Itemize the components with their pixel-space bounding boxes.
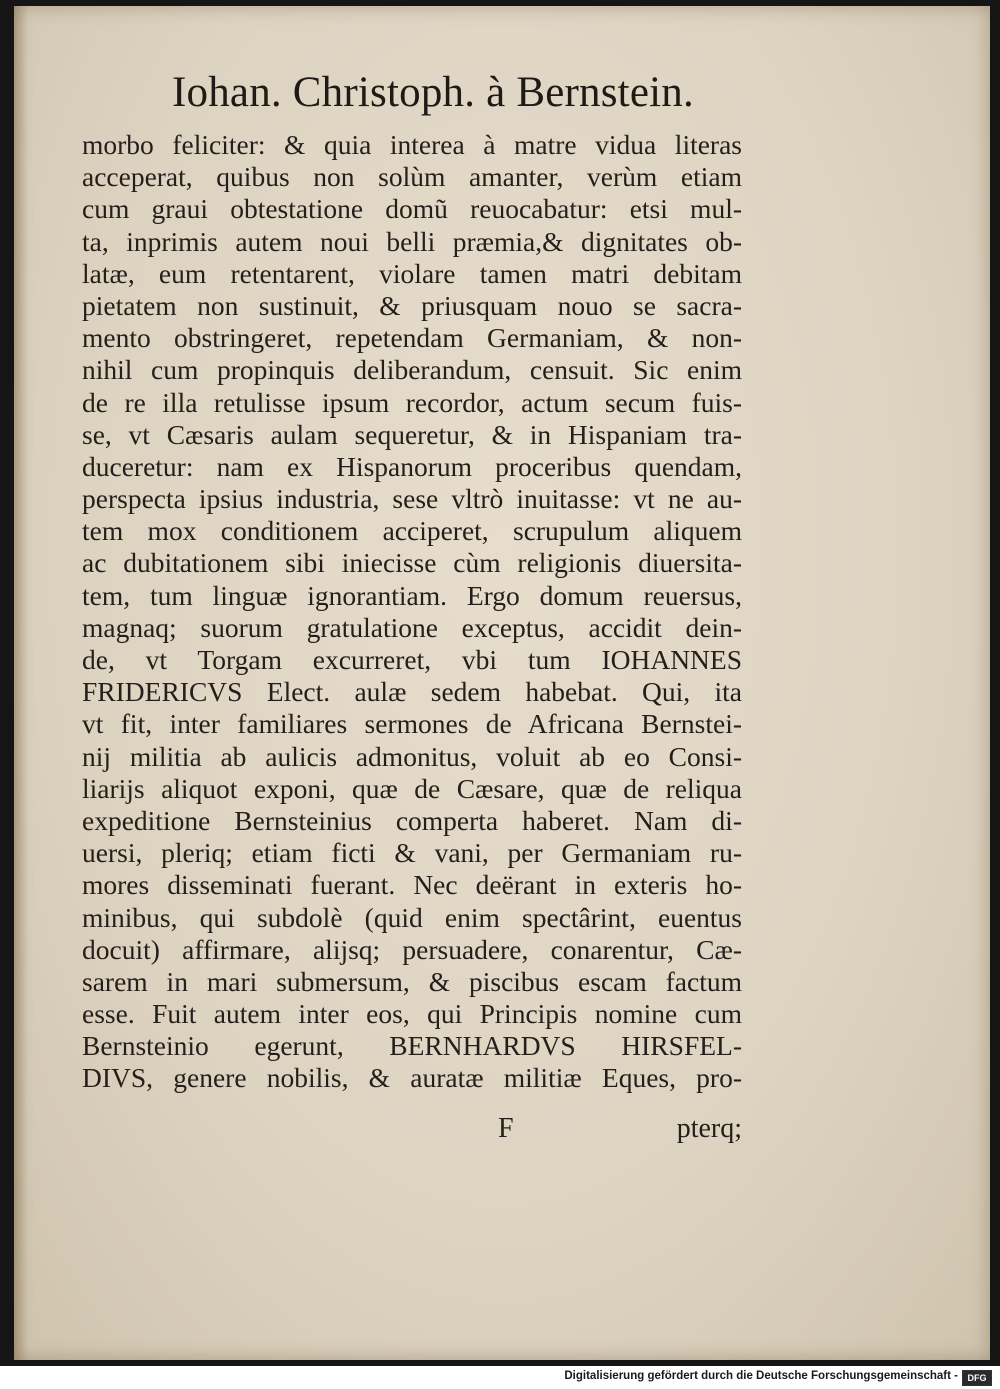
page-footer-marks xyxy=(82,1113,742,1147)
text-line: nij militia ab aulicis admonitus, voluit ab eo Consi- xyxy=(82,740,742,772)
text-line: FRIDERICVS Elect. aulæ sedem habebat. Qui, ita xyxy=(82,676,742,708)
book-page xyxy=(14,6,990,1360)
dfg-logo: DFG xyxy=(962,1370,992,1386)
text-line: tem, tum linguæ ignorantiam. Ergo domum reuersus, xyxy=(82,579,742,611)
text-line: minibus, qui subdolè (quid enim spectârint, euentus xyxy=(82,901,742,933)
text-line: sarem in mari submersum, & piscibus escam factum xyxy=(82,965,742,997)
text-line: DIVS, genere nobilis, & auratæ militiæ Eques, pro- xyxy=(82,1062,742,1094)
text-line: ta, inprimis autem noui belli præmia,& dignitates ob- xyxy=(82,225,742,257)
text-line: uersi, pleriq; etiam ficti & vani, per Germaniam ru- xyxy=(82,837,742,869)
funding-credit: Digitalisierung gefördert durch die Deutsche Forschungsgemeinschaft - xyxy=(564,1370,958,1382)
text-line: de, vt Torgam excurreret, vbi tum IOHANNES xyxy=(82,644,742,675)
text-line: docuit) affirmare, alijsq; persuadere, conarentur, Cæ- xyxy=(82,933,742,965)
text-line: latæ, eum retentarent, violare tamen matri debitam xyxy=(82,257,742,289)
text-line: se, vt Cæsaris aulam sequeretur, & in Hispaniam tra- xyxy=(82,418,742,450)
text-line: esse. Fuit autem inter eos, qui Principis nomine cum xyxy=(82,998,742,1030)
text-line: mores disseminati fuerant. Nec deërant in exteris ho- xyxy=(82,869,742,901)
text-line: morbo feliciter: & quia interea à matre vidua literas xyxy=(82,129,742,160)
catchword: pterq; xyxy=(676,1113,742,1144)
text-line: de re illa retulisse ipsum recordor, actum secum fuis- xyxy=(82,386,742,418)
text-line: tem mox conditionem acciperet, scrupulum aliquem xyxy=(82,515,742,547)
signature-mark: F xyxy=(498,1113,514,1144)
text-line: pietatem non sustinuit, & priusquam nouo se sacra- xyxy=(82,289,742,321)
text-line: nihil cum propinquis deliberandum, censuit. Sic enim xyxy=(82,354,742,386)
text-line: magnaq; suorum gratulatione exceptus, accidit dein- xyxy=(82,611,742,643)
digitization-footer xyxy=(0,1366,1000,1389)
text-line: liarijs aliquot exponi, quæ de Cæsare, quæ de reliqua xyxy=(82,772,742,804)
text-line: duceretur: nam ex Hispanorum proceribus quendam, xyxy=(82,450,742,482)
text-line: Bernsteinio egerunt, BERNHARDVS HIRSFEL- xyxy=(82,1030,742,1062)
text-line: perspecta ipsius industria, sese vltrò inuitasse: vt ne au- xyxy=(82,483,742,515)
text-line: mento obstringeret, repetendam Germaniam, & non- xyxy=(82,322,742,354)
text-line: ac dubitationem sibi iniecisse cùm religionis diuersita- xyxy=(82,547,742,579)
text-line: acceperat, quibus non solùm amanter, verùm etiam xyxy=(82,161,742,193)
body-text xyxy=(82,129,742,1095)
text-line: cum graui obtestatione domũ reuocabatur: etsi mul- xyxy=(82,193,742,225)
text-line: vt fit, inter familiares sermones de Africana Bernstei- xyxy=(82,708,742,740)
running-head: Iohan. Christoph. à Bernstein. xyxy=(172,69,694,116)
text-line: expeditione Bernsteinius comperta haberet. Nam di- xyxy=(82,804,742,836)
